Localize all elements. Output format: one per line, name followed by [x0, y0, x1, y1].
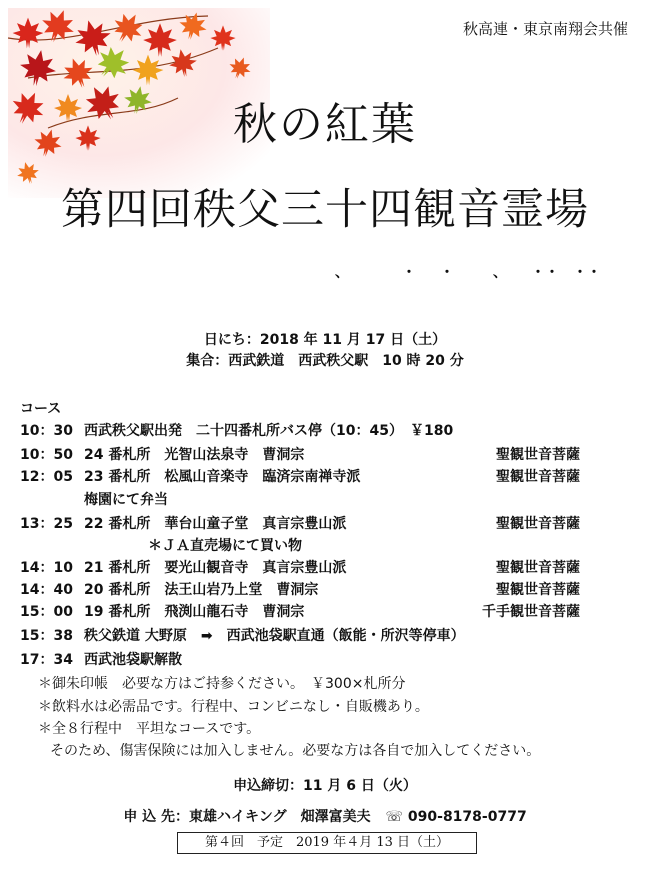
- decorative-dot: ・・: [573, 265, 601, 281]
- course-row: [20, 466, 580, 486]
- course-time: 15：38: [20, 628, 73, 644]
- course-row: [20, 601, 580, 621]
- event-date: 日にち：2018 年 11 月 17 日（土）: [203, 332, 447, 348]
- course-row: [20, 625, 580, 645]
- note-item: そのため、傷害保険には加入しません。必要な方は各自で加入してください。: [50, 743, 541, 759]
- course-description: 22 番札所 華台山童子堂 真言宗豊山派: [84, 516, 347, 532]
- course-deity: 聖観世音菩薩: [496, 516, 580, 532]
- decorative-dot: ・: [402, 265, 416, 281]
- course-description: 秩父鉄道 大野原 ➡ 西武池袋駅直通（飯能・所沢等停車）: [84, 628, 465, 644]
- apply-label: 申 込 先：東雄ハイキング 畑澤富美夫: [123, 809, 371, 825]
- decorative-dot: 、: [335, 265, 349, 281]
- phone-icon: ☏: [385, 809, 404, 825]
- course-deity: 千手観世音菩薩: [482, 604, 580, 620]
- title-line-1: 秋の紅葉: [233, 99, 417, 150]
- application-contact: [0, 806, 650, 826]
- course-description: 21 番札所 要光山観音寺 真言宗豊山派: [84, 560, 347, 576]
- course-time: 17：34: [20, 652, 73, 668]
- next-event-box: 第４回 予定 2019 年４月 13 日（土）: [177, 832, 477, 854]
- title-line-2: 第四回秩父三十四観音霊場: [61, 185, 589, 235]
- course-row: [20, 649, 580, 669]
- decorative-dot: ・: [440, 265, 454, 281]
- course-time: 13：25: [20, 516, 73, 532]
- course-description: 23 番札所 松風山音楽寺 臨済宗南禅寺派: [84, 469, 361, 485]
- course-time: 14：10: [20, 560, 73, 576]
- application-deadline: 申込締切：11 月 6 日（火）: [233, 778, 417, 794]
- course-time: 10：30: [20, 423, 73, 439]
- course-row: [20, 420, 580, 440]
- course-deity: 聖観世音菩薩: [496, 469, 580, 485]
- meeting-point: 集合：西武鉄道 西武秩父駅 10 時 20 分: [186, 353, 464, 369]
- course-row: [20, 579, 580, 599]
- course-deity: 聖観世音菩薩: [496, 582, 580, 598]
- lunch-note: 梅園にて弁当: [84, 492, 168, 508]
- decorative-dot: ・・: [531, 265, 559, 281]
- phone-number: 090-8178-0777: [407, 809, 527, 825]
- course-time: 14：40: [20, 582, 73, 598]
- course-description: 20 番札所 法王山岩乃上堂 曹洞宗: [84, 582, 319, 598]
- course-time: 15：00: [20, 604, 73, 620]
- shop-note: ＊ＪＡ直売場にて買い物: [148, 538, 302, 554]
- decorative-dot: 、: [493, 265, 507, 281]
- course-deity: 聖観世音菩薩: [496, 560, 580, 576]
- course-row: [20, 444, 580, 464]
- course-description: 24 番札所 光智山法泉寺 曹洞宗: [84, 447, 305, 463]
- course-description: 西武秩父駅出発 二十四番札所バス停（10：45） ￥180: [84, 423, 454, 439]
- course-row: [20, 513, 580, 533]
- course-heading: コース: [20, 401, 62, 417]
- course-time: 12：05: [20, 469, 73, 485]
- course-row: [20, 557, 580, 577]
- course-time: 10：50: [20, 447, 73, 463]
- note-item: ＊全８行程中 平坦なコースです。: [38, 721, 261, 737]
- organizer-text: 秋高連・東京南翔会共催: [462, 20, 628, 38]
- course-deity: 聖観世音菩薩: [496, 447, 580, 463]
- note-item: ＊御朱印帳 必要な方はご持参ください。 ￥300×札所分: [38, 676, 406, 692]
- course-description: 19 番札所 飛渕山龍石寺 曹洞宗: [84, 604, 305, 620]
- note-item: ＊飲料水は必需品です。行程中、コンビニなし・自販機あり。: [38, 699, 429, 715]
- course-description: 西武池袋駅解散: [84, 652, 182, 668]
